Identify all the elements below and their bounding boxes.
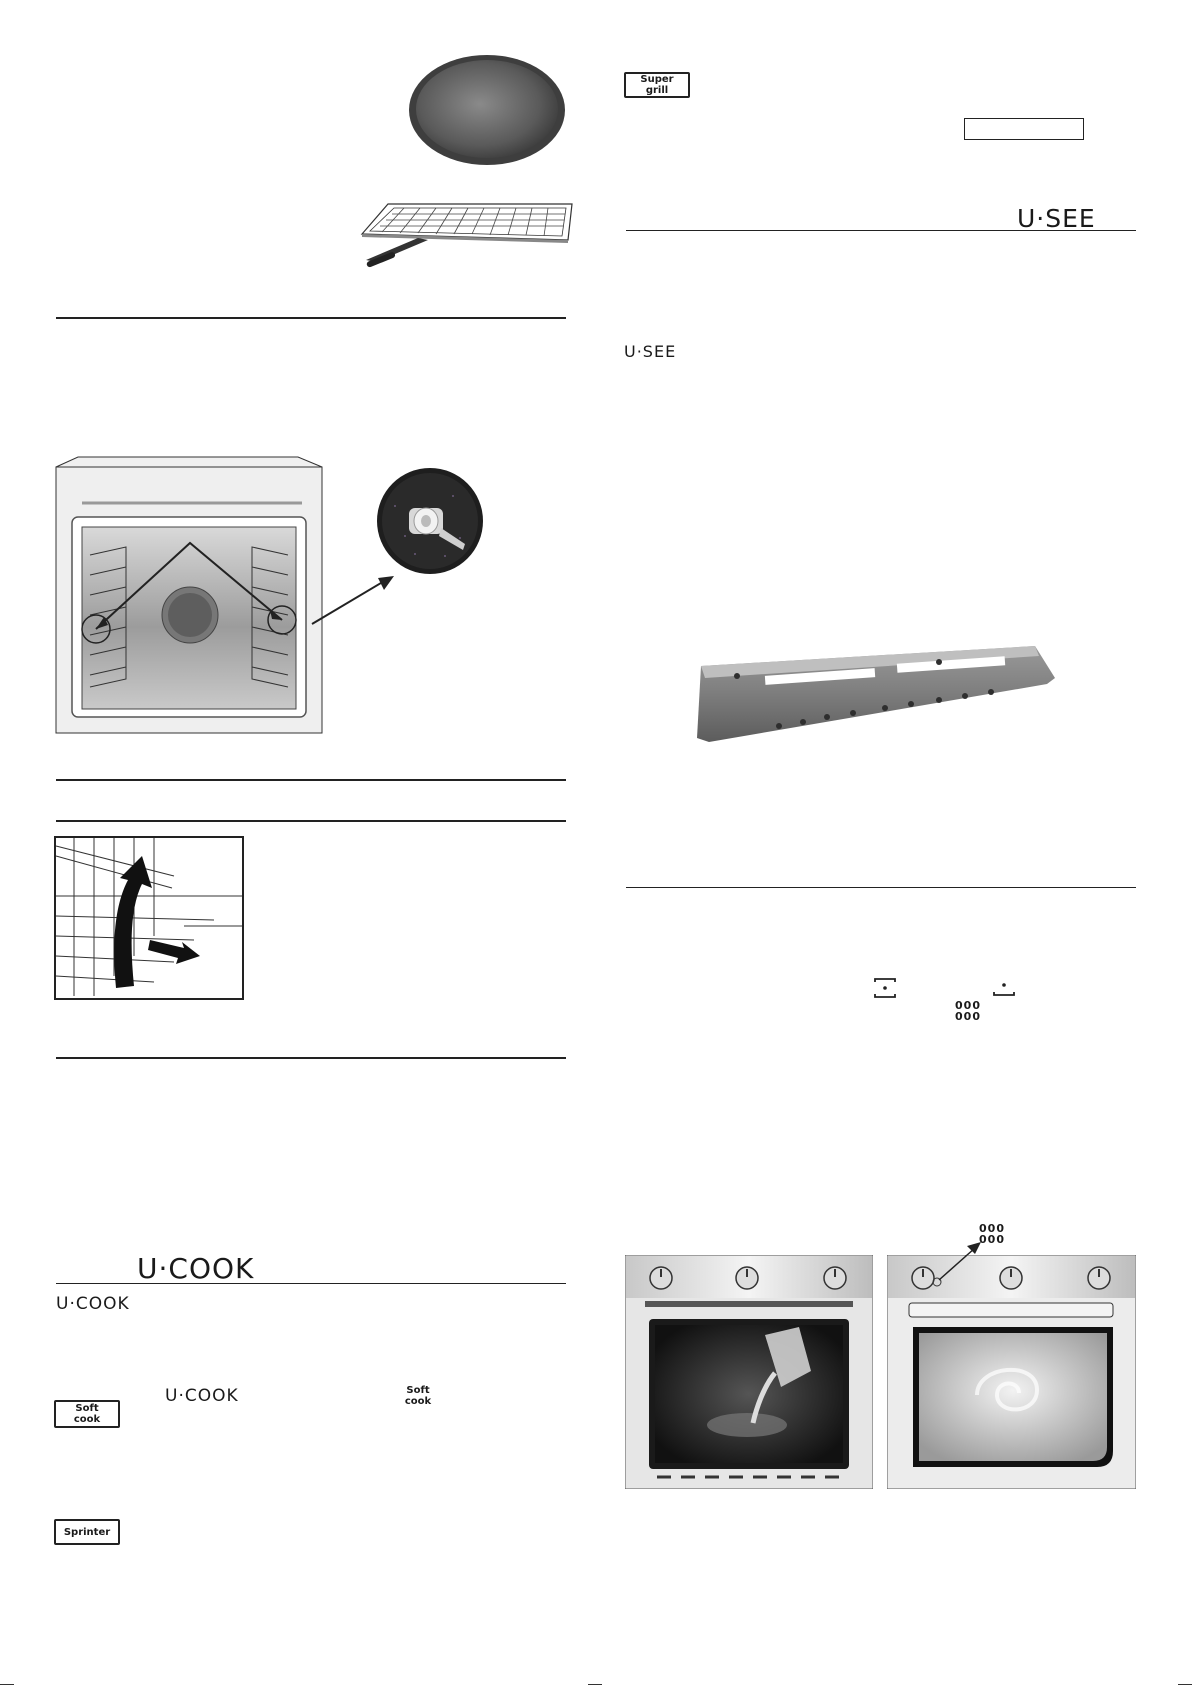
section-divider	[56, 1283, 566, 1284]
section-divider	[56, 317, 566, 319]
ucook-logo-inline: U·COOK	[165, 1386, 239, 1406]
usee-logo-heading: U·SEE	[1017, 204, 1096, 233]
grill-top-icon	[873, 977, 897, 999]
arrow-to-water-icon	[935, 1240, 985, 1284]
softcook-badge-line: cook	[73, 1414, 101, 1425]
sprinter-badge-label: Sprinter	[63, 1526, 111, 1538]
ucook-logo-heading: U·COOK	[137, 1252, 255, 1285]
section-divider	[56, 779, 566, 781]
softcook-icon-text: Soft	[406, 1385, 430, 1396]
oven-interior-diagram	[52, 455, 326, 735]
ucook-logo-inline: U·COOK	[56, 1294, 130, 1314]
softcook-icon-text: cook	[404, 1396, 432, 1407]
shelf-removal-diagram	[54, 836, 244, 1000]
sprinter-badge	[54, 1519, 120, 1545]
screw-zoom-image	[375, 466, 485, 576]
usee-logo-inline: U·SEE	[624, 342, 677, 361]
section-divider	[56, 1057, 566, 1059]
softcook-badge	[54, 1400, 120, 1428]
bottom-heat-icon	[992, 980, 1016, 998]
grill-rack-image	[358, 196, 574, 268]
section-divider	[626, 230, 1136, 231]
section-divider	[56, 820, 566, 822]
water-drops-icon: 000 000	[955, 999, 981, 1023]
empty-box	[964, 118, 1084, 140]
softcook-badge-line: Soft	[75, 1403, 99, 1414]
supergrill-badge	[624, 72, 690, 98]
water-drops-icon: 000 000	[979, 1222, 1005, 1246]
oven-pouring-water-image	[625, 1255, 873, 1489]
oven-steam-image	[887, 1255, 1136, 1489]
softcook-icon	[394, 1385, 442, 1407]
pizza-tray-image	[406, 52, 568, 168]
arrow-to-zoom	[308, 570, 398, 630]
section-divider	[626, 887, 1136, 888]
light-strip-image	[695, 642, 1057, 746]
supergrill-badge-line: Super	[640, 74, 674, 85]
supergrill-badge-line: grill	[645, 85, 669, 96]
